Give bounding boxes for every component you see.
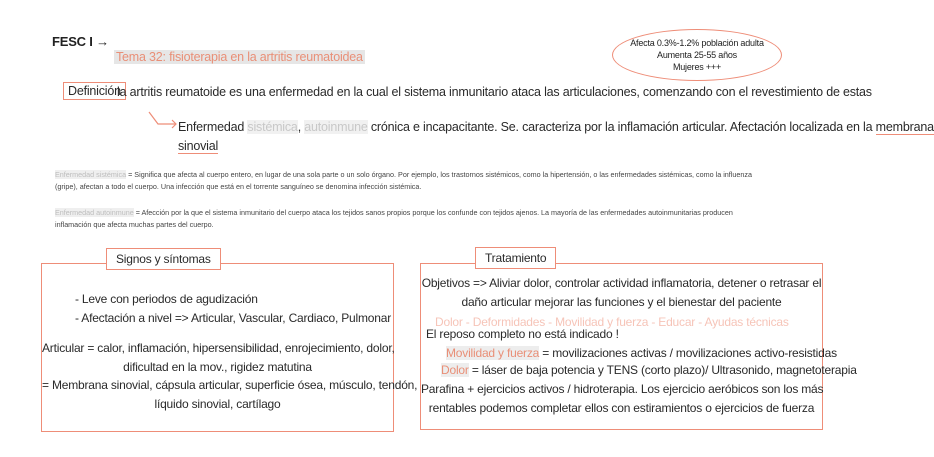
note-sistemica-term: Enfermedad sistémica xyxy=(55,170,127,179)
note-autoinmune xyxy=(55,207,733,231)
articular-line-1: Articular = calor, inflamación, hipersensibilidad, enrojecimiento, dolor, xyxy=(42,341,395,355)
movilidad-term: Movilidad y fuerza xyxy=(446,346,540,360)
signs-bullet-2: - Afectación a nivel => Articular, Vascular, Cardiaco, Pulmonar xyxy=(75,311,392,325)
treatment-box xyxy=(420,263,857,430)
signs-box xyxy=(41,263,418,432)
term-sinovial: sinovial xyxy=(178,139,219,153)
term-autoinmune: autoinmune xyxy=(304,120,368,134)
movilidad-text: = movilizaciones activas / movilizaciones activo-resistidas xyxy=(542,346,837,360)
dolor-text: = láser de baja potencia y TENS (corto plazo)/ Ultrasonido, magnetoterapia xyxy=(471,363,857,377)
definition-text: la artritis reumatoide es una enfermedad en la cual el sistema inmunitario ataca las articulaciones, comenzando con el revestimiento de estas xyxy=(117,85,872,99)
note-autoinmune-line1 xyxy=(55,207,733,219)
term-sistemica: sistémica xyxy=(247,120,298,134)
treatment-goals-faded: Dolor - Deformidades - Movilidad y fuerza - Educar - Ayudas técnicas xyxy=(435,315,789,329)
note-autoinmune-line2: inflamación que afecta muchas partes del cuerpo. xyxy=(55,220,214,229)
detail-prefix: Enfermedad xyxy=(178,120,245,134)
articular-line-2: dificultad en la mov., rigidez matutina xyxy=(123,360,312,374)
detail-rest: crónica e incapacitante. Se. caracteriza por la inflamación articular. Afectación localizada en la xyxy=(370,120,873,134)
arrow-icon xyxy=(148,110,180,132)
detail-sep: , xyxy=(297,120,301,134)
note-sistemica-line2: (gripe), afectan a todo el cuerpo. Una infección que está en el torrente sanguíneo se denomina infección sistémica. xyxy=(55,182,422,191)
stats-line-prevalence: Afecta 0.3%-1.2% población adulta xyxy=(630,38,764,48)
dolor-line xyxy=(441,363,857,377)
treatment-title: Tratamiento xyxy=(475,247,556,269)
parafina-line-2: rentables podemos completar ellos con estiramientos o ejercicios de fuerza xyxy=(428,401,815,415)
definition-label: Definición xyxy=(63,82,126,100)
dolor-term: Dolor xyxy=(441,363,469,377)
objetivos-line-1: Objetivos => Aliviar dolor, controlar actividad inflamatoria, detener o retrasar el xyxy=(421,276,822,290)
stats-oval xyxy=(612,29,782,81)
articular-line-4: líquido sinovial, cartílago xyxy=(154,397,281,411)
note-autoinmune-term: Enfermedad autoinmune xyxy=(55,208,134,217)
note-autoinmune-text: = Afección por la que el sistema inmunitario del cuerpo ataca los tejidos sanos propios porque los confunde con tejidos ajenos. La mayoría de las enfermedades autoinmunitarias producen xyxy=(135,208,733,217)
parafina-line-1: Parafina + ejercicios activos / hidroterapia. Los ejercicio aeróbicos son los más xyxy=(421,382,824,396)
note-sistemica-text: = Significa que afecta al cuerpo entero, en lugar de una sola parte o un solo órgano. Por ejemplo, los trastornos sistémicos, como la hipertensión, o las enfermedades sistémicas, como la influenza xyxy=(128,170,752,179)
header-code: FESC I → xyxy=(52,34,109,49)
definition-detail xyxy=(178,120,934,134)
note-sistemica xyxy=(55,169,752,193)
stats-line-women: Mujeres +++ xyxy=(672,62,722,72)
definition-detail-line2 xyxy=(178,139,218,153)
reposo-note: El reposo completo no está indicado ! xyxy=(426,327,619,341)
stats-line-age: Aumenta 25-55 años xyxy=(657,50,737,60)
movilidad-line xyxy=(446,346,837,360)
objetivos-line-2: daño articular mejorar las funciones y el bienestar del paciente xyxy=(461,295,782,309)
signs-bullet-1: - Leve con periodos de agudización xyxy=(75,292,258,306)
articular-line-3: = Membrana sinovial, cápsula articular, superficie ósea, músculo, tendón, xyxy=(42,378,418,392)
signs-title: Signos y síntomas xyxy=(106,248,221,270)
note-sistemica-line1 xyxy=(55,169,752,181)
term-membrana: membrana xyxy=(875,120,934,134)
topic-title: Tema 32: fisioterapia en la artritis reumatoidea xyxy=(116,50,363,64)
